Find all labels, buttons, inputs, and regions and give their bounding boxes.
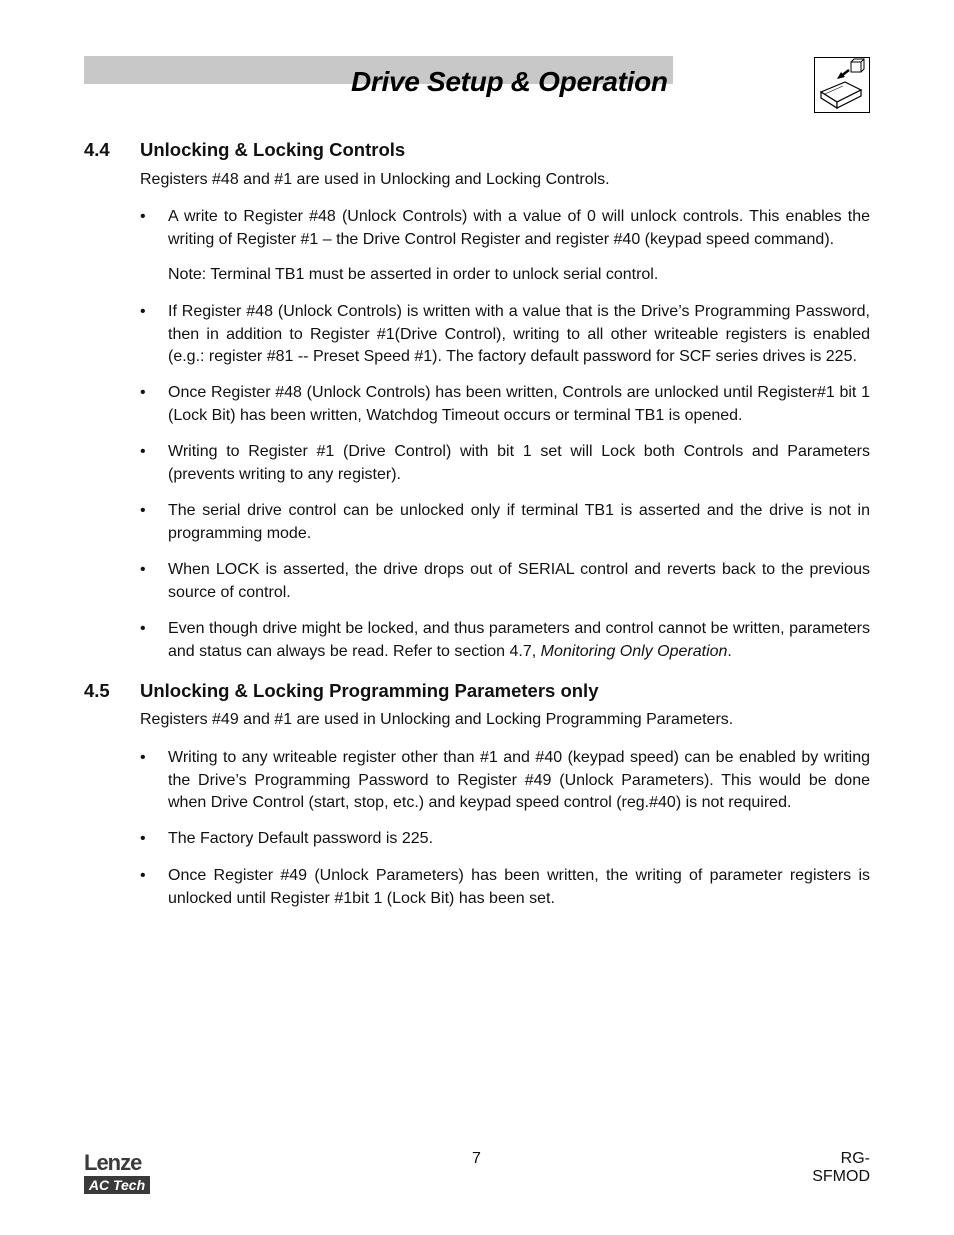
list-item: • A write to Register #48 (Unlock Controls) with a value of 0 will unlock controls. This enables the writing of Register #1 – the Drive Control Register and register #40 (keypad speed command). [140,208,870,248]
list-item: • The serial drive control can be unlocked only if terminal TB1 is asserted and the drive is not in programming mode. [140,502,870,542]
list-item: • Writing to any writeable register other than #1 and #40 (keypad speed) can be enabled by writing the Drive’s Programming Password to Register #49 (Unlock Parameters). This would be done when Drive Control (start, stop, etc.) and keypad speed control (reg.#40) is not required. [140,749,870,812]
section-heading-4-5: 4.5 Unlocking & Locking Programming Parameters only [84,680,599,701]
list-item: • When LOCK is asserted, the drive drops out of SERIAL control and reverts back to the previous source of control. [140,561,870,601]
section-reference-link: Monitoring Only Operation [540,642,728,660]
list-item: • The Factory Default password is 225. [140,830,434,847]
lenze-actech-logo [84,1152,152,1194]
logo-sub: AC Tech [84,1176,150,1194]
list-item: • If Register #48 (Unlock Controls) is written with a value that is the Drive’s Programming Password, then in addition to Register #1(Drive Control), writing to all other writeable registers is enabled (e.g.: register #81 -- Preset Speed #1). The factory default password for SCF series drives is 225. [140,303,870,366]
section-intro: Registers #49 and #1 are used in Unlocking and Locking Programming Parameters. [140,711,734,728]
logo-brand: Lenze [84,1150,142,1175]
note-text: Note: Terminal TB1 must be asserted in order to unlock serial control. [168,266,659,283]
list-item: • Once Register #48 (Unlock Controls) has been written, Controls are unlocked until Register#1 bit 1 (Lock Bit) has been written, Watchdog Timeout occurs or terminal TB1 is opened. [140,384,870,424]
keypad-insert-icon [814,57,870,113]
page-number: 7 [472,1150,481,1167]
list-item: • Writing to Register #1 (Drive Control) with bit 1 set will Lock both Controls and Parameters (prevents writing to any register). [140,443,870,483]
page-title: Drive Setup & Operation [351,66,668,97]
list-item: • Once Register #49 (Unlock Parameters) has been written, the writing of parameter registers is unlocked until Register #1bit 1 (Lock Bit) has been set. [140,867,870,907]
section-heading-4-4: 4.4 Unlocking & Locking Controls [84,139,406,160]
section-intro: Registers #48 and #1 are used in Unlocking and Locking Controls. [140,171,610,188]
document-code: RG-SFMOD [812,1150,870,1185]
list-item: • Even though drive might be locked, and thus parameters and control cannot be written, parameters and status can always be read. Refer to section 4.7, Monitoring Only Operation. [140,620,870,660]
